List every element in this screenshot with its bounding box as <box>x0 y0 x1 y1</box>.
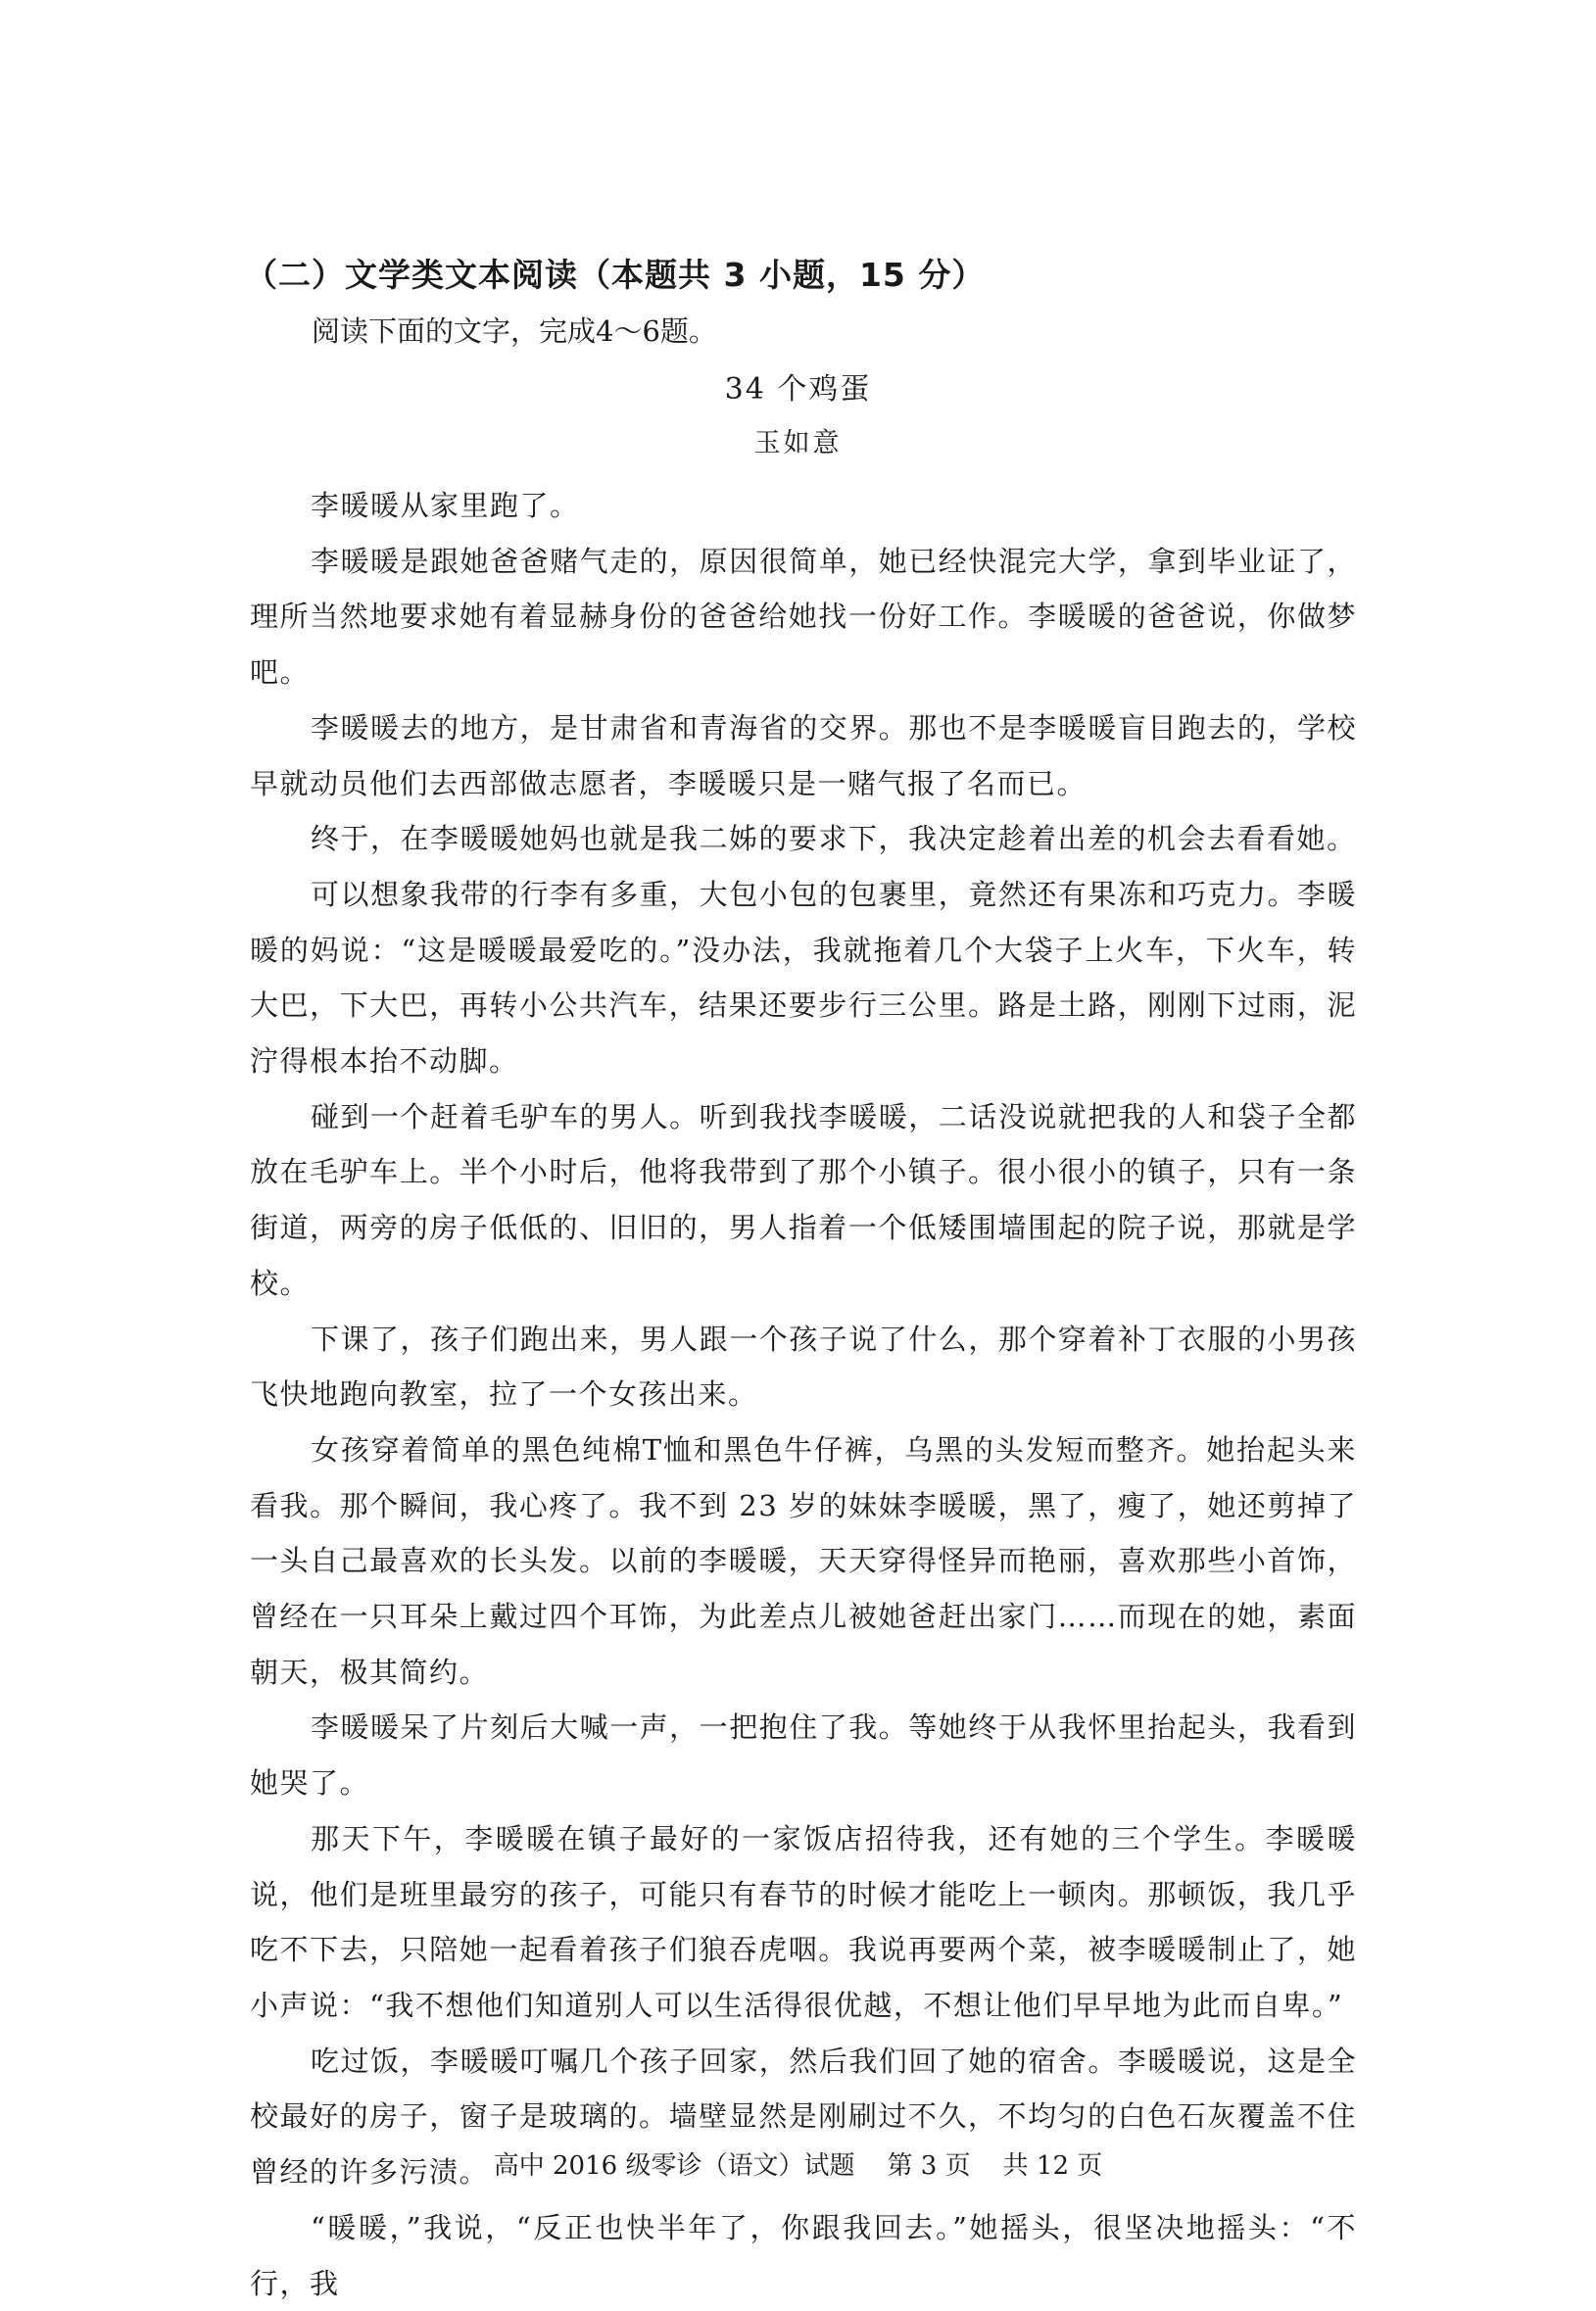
story-author: 玉如意 <box>753 428 843 458</box>
paragraph: 女孩穿着简单的黑色纯棉T恤和黑色牛仔裤，乌黑的头发短而整齐。她抬起头来看我。那个瞬间，我心疼了。我不到 23 岁的妹妹李暖暖，黑了，瘦了，她还剪掉了一头自己最喜欢的长头发。以前的李暖暖，天天穿得怪异而艳丽，喜欢那些小首饰，曾经在一只耳朵上戴过四个耳饰，为此差点儿被她爸赶出家门……而现在的她，素面朝天，极其简约。 <box>250 1432 1357 1689</box>
paragraph: 那天下午，李暖暖在镇子最好的一家饭店招待我，还有她的三个学生。李暖暖说，他们是班里最穷的孩子，可能只有春节的时候才能吃上一顿肉。那顿饭，我几乎吃不下去，只陪她一起看着孩子们狼吞虎咽。我说再要两个菜，被李暖暖制止了，她小声说：“我不想他们知道别人可以生活得很优越，不想让他们早早地为此而自卑。” <box>250 1821 1357 2022</box>
paragraph: 李暖暖去的地方，是甘肃省和青海省的交界。那也不是李暖暖盲目跑去的，学校早就动员他们去西部做志愿者，李暖暖只是一赌气报了名而已。 <box>250 710 1357 800</box>
paragraph: 吃过饭，李暖暖叮嘱几个孩子回家，然后我们回了她的宿舍。李暖暖说，这是全校最好的房子，窗子是玻璃的。墙壁显然是刚刷过不久，不均匀的白色石灰覆盖不住曾经的许多污渍。 <box>250 2044 1357 2190</box>
paragraph: “暖暖，”我说，“反正也快半年了，你跟我回去。”她摇头，很坚决地摇头：“不行，我 <box>250 2210 1357 2300</box>
paragraph: 下课了，孩子们跑出来，男人跟一个孩子说了什么，那个穿着补丁衣服的小男孩飞快地跑向教室，拉了一个女孩出来。 <box>250 1322 1357 1412</box>
paragraph: 李暖暖是跟她爸爸赌气走的，原因很简单，她已经快混完大学，拿到毕业证了，理所当然地要求她有着显赫身份的爸爸给她找一份好工作。李暖暖的爸爸说，你做梦吧。 <box>250 544 1357 690</box>
page-footer: 高中 2016 级零诊（语文）试题 第 3 页 共 12 页 <box>493 2151 1103 2181</box>
paragraph: 碰到一个赶着毛驴车的男人。听到我找李暖暖，二话没说就把我的人和袋子全都放在毛驴车上。半个小时后，他将我带到了那个小镇子。很小很小的镇子，只有一条街道，两旁的房子低低的、旧旧的，男人指着一个低矮围墙围起的院子说，那就是学校。 <box>250 1099 1357 1300</box>
paragraph: 李暖暖呆了片刻后大喊一声，一把抱住了我。等她终于从我怀里抬起头，我看到她哭了。 <box>250 1710 1357 1801</box>
section-heading: （二）文学类文本阅读（本题共 3 小题，15 分） <box>245 256 986 294</box>
story-title: 34 个鸡蛋 <box>724 372 872 407</box>
paragraph: 李暖暖从家里跑了。 <box>311 489 580 522</box>
paragraph: 终于，在李暖暖她妈也就是我二姊的要求下，我决定趁着出差的机会去看看她。 <box>311 822 1357 856</box>
paragraph: 可以想象我带的行李有多重，大包小包的包裹里，竟然还有果冻和巧克力。李暖暖的妈说：“这是暖暖最爱吃的。”没办法，我就拖着几个大袋子上火车，下火车，转大巴，下大巴，再转小公共汽车，结果还要步行三公里。路是土路，刚刚下过雨，泥泞得根本抬不动脚。 <box>250 877 1357 1079</box>
story-body <box>250 478 1357 2311</box>
reading-instruction: 阅读下面的文字，完成4～6题。 <box>312 314 717 348</box>
